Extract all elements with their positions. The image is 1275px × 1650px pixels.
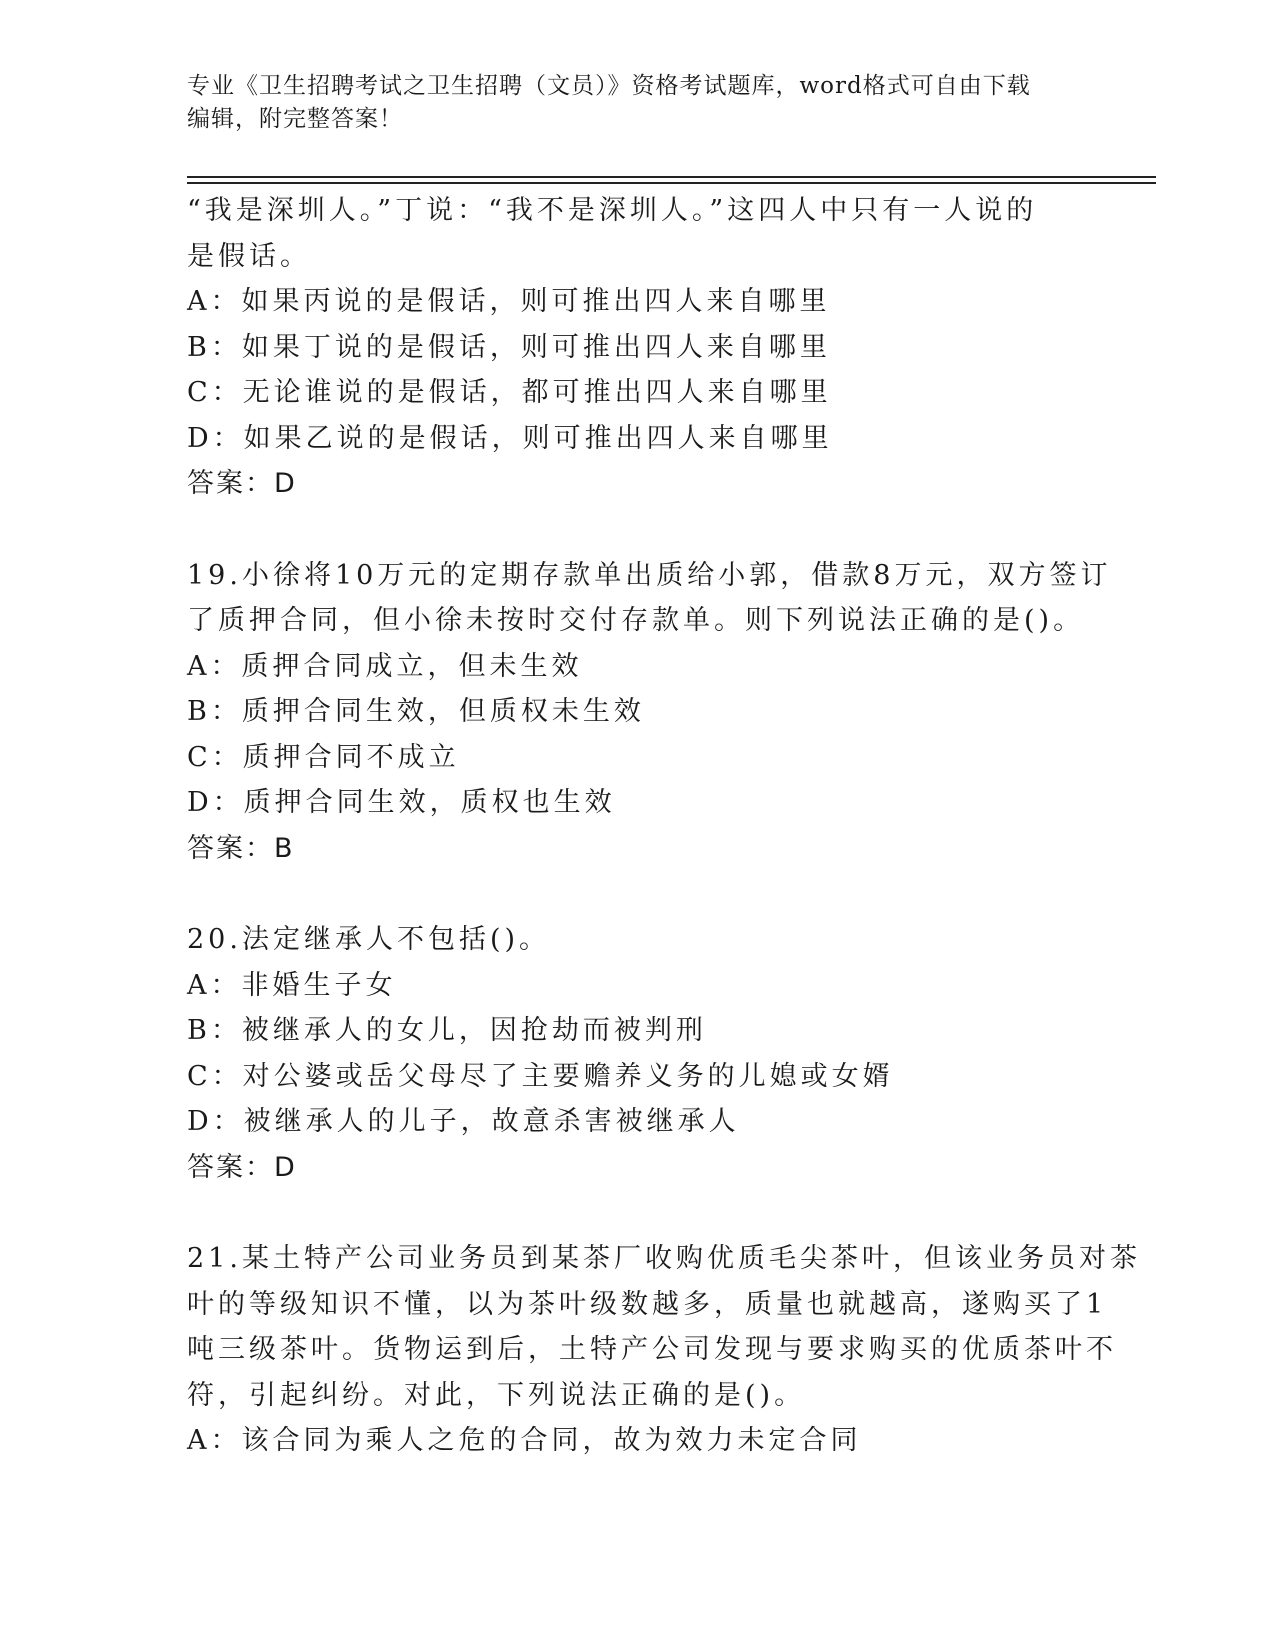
option-b: B：被继承人的女儿，因抢劫而被判刑 xyxy=(187,1015,707,1046)
option-d: D：质押合同生效，质权也生效 xyxy=(187,787,616,818)
question-stem-line: “我是深圳人。”丁说：“我不是深圳人。”这四人中只有一人说的 xyxy=(187,195,1038,226)
question-20 xyxy=(187,917,1087,1190)
header-divider-top xyxy=(187,176,1156,178)
option-c: C：质押合同不成立 xyxy=(187,741,460,773)
option-c: C：无论谁说的是假话，都可推出四人来自哪里 xyxy=(187,377,832,408)
option-b: B：如果丁说的是假话，则可推出四人来自哪里 xyxy=(187,331,831,363)
question-18 xyxy=(187,188,1087,507)
question-stem-line: 是假话。 xyxy=(187,240,311,272)
question-stem-line: 20.法定继承人不包括()。 xyxy=(187,924,551,955)
question-stem-line: 吨三级茶叶。货物运到后，土特产公司发现与要求购买的优质茶叶不 xyxy=(187,1334,1117,1365)
option-a: A：该合同为乘人之危的合同，故为效力未定合同 xyxy=(187,1425,862,1456)
header-divider-bottom xyxy=(187,182,1156,184)
option-a: A：非婚生子女 xyxy=(187,969,397,1001)
question-stem-line: 了质押合同，但小徐未按时交付存款单。则下列说法正确的是()。 xyxy=(187,605,1085,636)
option-c: C：对公婆或岳父母尽了主要赡养义务的儿媳或女婿 xyxy=(187,1060,894,1092)
header-line-2: 编辑，附完整答案！ xyxy=(187,106,403,132)
option-d: D：如果乙说的是假话，则可推出四人来自哪里 xyxy=(187,422,833,454)
option-d: D：被继承人的儿子，故意杀害被继承人 xyxy=(187,1106,740,1137)
question-list xyxy=(187,188,1141,1510)
question-stem-line: 符，引起纠纷。对此，下列说法正确的是()。 xyxy=(187,1379,806,1411)
answer-line: 答案：B xyxy=(187,832,295,864)
answer-line: 答案：D xyxy=(187,1151,297,1183)
question-21 xyxy=(187,1236,1141,1464)
option-a: A：如果丙说的是假话，则可推出四人来自哪里 xyxy=(187,286,831,317)
answer-line: 答案：D xyxy=(187,468,297,499)
question-stem-line: 19.小徐将10万元的定期存款单出质给小郭，借款8万元，双方签订 xyxy=(187,559,1112,591)
page-header xyxy=(187,70,1087,136)
question-stem-line: 21.某土特产公司业务员到某茶厂收购优质毛尖茶叶，但该业务员对茶 xyxy=(187,1243,1141,1274)
option-a: A：质押合同成立，但未生效 xyxy=(187,650,583,682)
header-line-1: 专业《卫生招聘考试之卫生招聘（文员）》资格考试题库，word格式可自由下载 xyxy=(187,73,1031,99)
option-b: B：质押合同生效，但质权未生效 xyxy=(187,696,645,727)
question-19 xyxy=(187,553,1112,872)
question-stem-line: 叶的等级知识不懂，以为茶叶级数越多，质量也就越高，遂购买了1 xyxy=(187,1288,1108,1320)
